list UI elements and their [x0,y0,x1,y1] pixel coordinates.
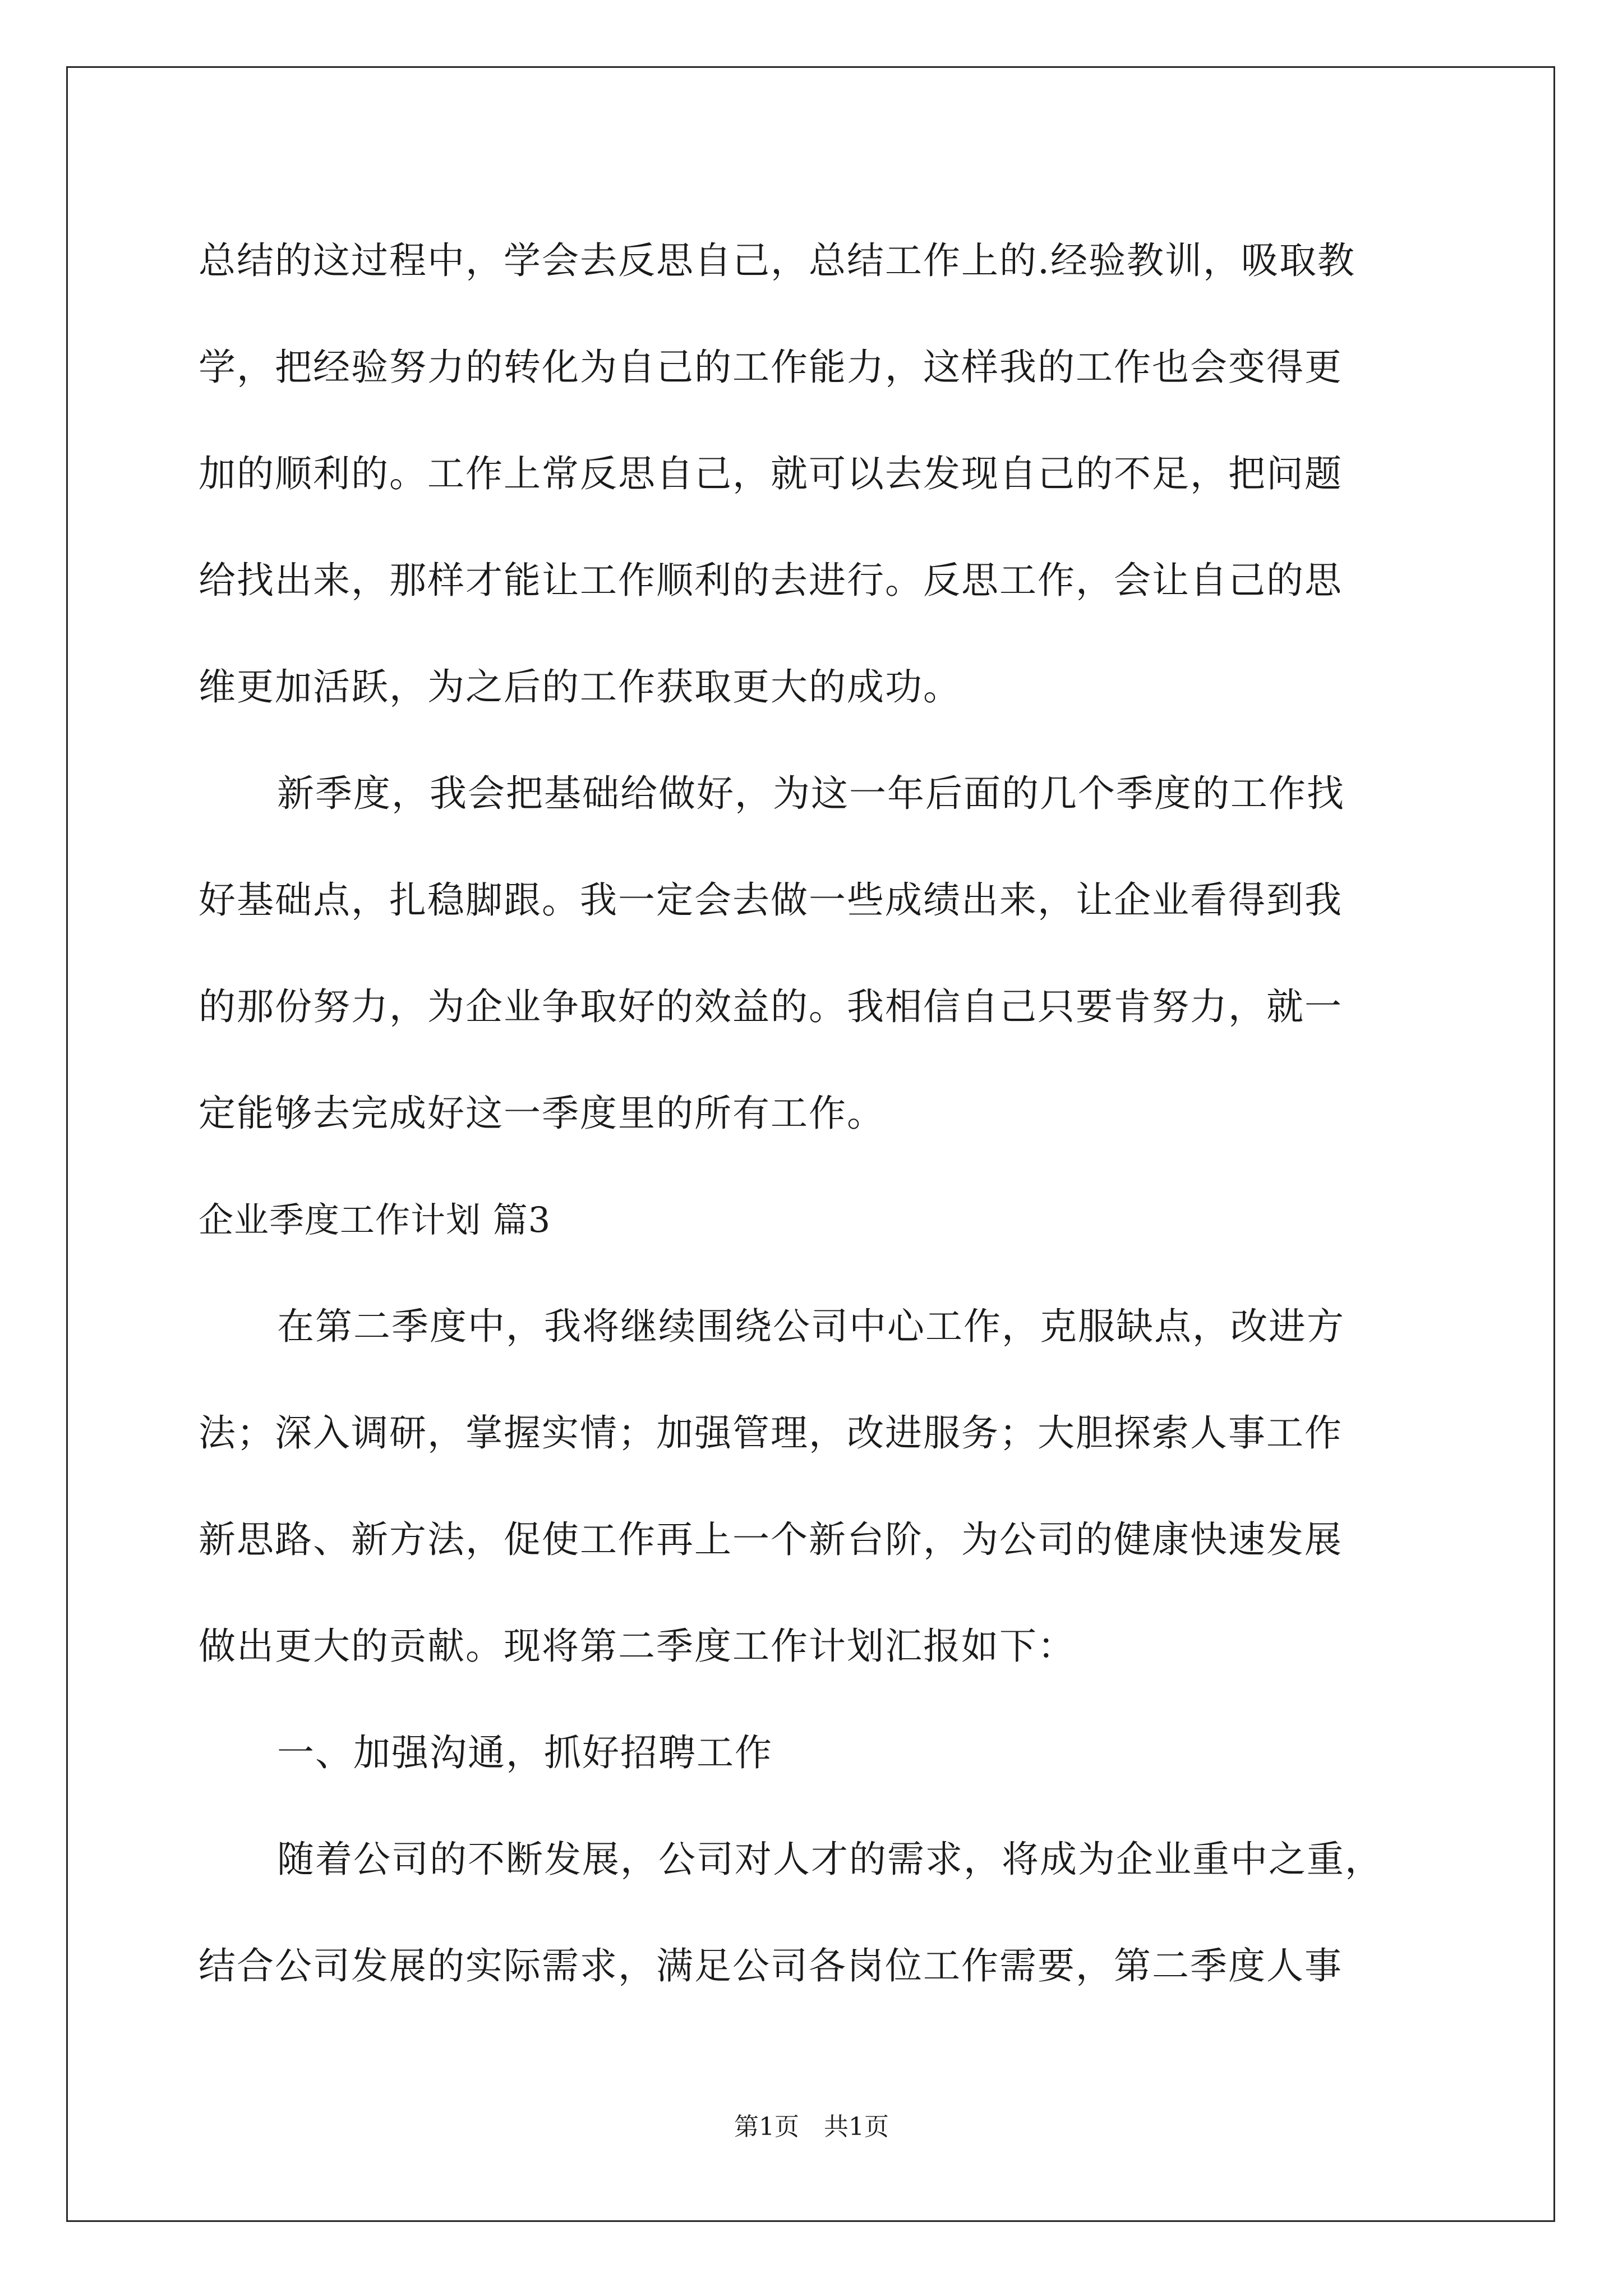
paragraph [199,208,1432,740]
text-line: 的那份努力，为企业争取好的效益的。我相信自己只要肯努力，就一 [199,985,1343,1028]
text-line: 结合公司发展的实际需求，满足公司各岗位工作需要，第二季度人事 [199,1944,1343,1987]
text-line: 定能够去完成好这一季度里的所有工作。 [199,1092,885,1135]
text-line: 加的顺利的。工作上常反思自己，就可以去发现自己的不足，把问题 [199,452,1343,495]
text-line: 维更加活跃，为之后的工作获取更大的成功。 [199,665,961,708]
text-line: 给找出来，那样才能让工作顺利的去进行。反思工作，会让自己的思 [199,559,1343,602]
section-heading: 企业季度工作计划 篇3 [199,1199,551,1240]
paragraph [199,1273,1432,1700]
text-line: 新季度，我会把基础给做好，为这一年后面的几个季度的工作找 [277,772,1345,815]
text-line: 随着公司的不断发展，公司对人才的需求，将成为企业重中之重， [277,1838,1383,1881]
document-body [199,208,1432,2019]
page-footer: 第1页 共1页 [734,2113,889,2141]
text-line: 学，把经验努力的转化为自己的工作能力，这样我的工作也会变得更 [199,346,1343,389]
paragraph [199,740,1432,1167]
subsection-heading [199,1700,1432,1806]
text-line: 在第二季度中，我将继续围绕公司中心工作，克服缺点，改进方 [277,1305,1345,1348]
text-line: 一、加强沟通，抓好招聘工作 [277,1731,773,1774]
text-line: 法；深入调研，掌握实情；加强管理，改进服务；大胆探索人事工作 [199,1411,1343,1455]
text-line: 好基础点，扎稳脚跟。我一定会去做一些成绩出来，让企业看得到我 [199,878,1343,922]
text-line: 做出更大的贡献。现将第二季度工作计划汇报如下： [199,1625,1076,1668]
paragraph [199,1806,1432,2019]
text-line: 新思路、新方法，促使工作再上一个新台阶，为公司的健康快速发展 [199,1518,1343,1561]
text-line: 总结的这过程中，学会去反思自己，总结工作上的.经验教训，吸取教 [199,239,1355,282]
